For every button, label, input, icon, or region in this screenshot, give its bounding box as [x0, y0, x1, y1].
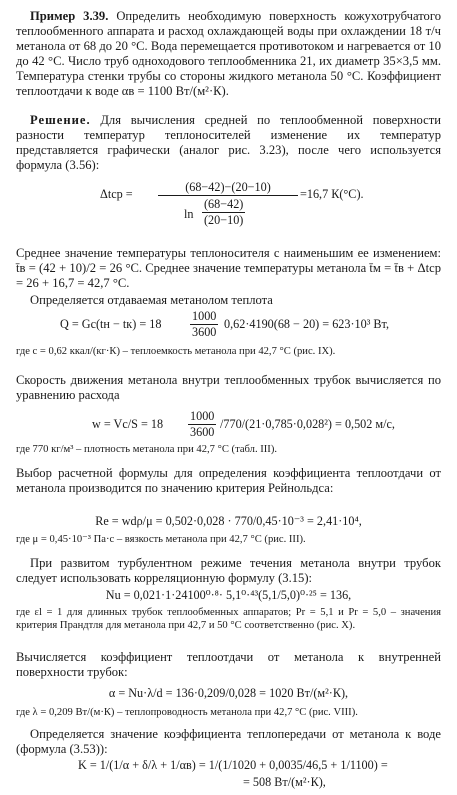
eq1-fraction: (68−42)−(20−10) ln $\frac{(68-42)}{(20-10)}$: [158, 180, 298, 232]
note-density: где 770 кг/м³ – плотность метанола при 42,7 °C (табл. III).: [16, 444, 278, 455]
note-prandtl: где εl = 1 для длинных трубок теплообменных аппаратов; Pr = 5,1 и Pr = 5,0 – значения критерия Прандтля для метанола при 42,7 и 50 °C соответственно (рис. X).: [16, 607, 441, 631]
paragraph-mean-temperatures: Среднее значение температуры теплоносителя с наименьшим ее изменением: t̄в = (42 + 10)/2 = 26 °C. Среднее значение температуры метанола t̄м = t̄в + Δtср = 26 + 16,7 = 42,7 °C.: [16, 246, 441, 290]
paragraph-velocity: Скорость движения метанола внутри теплообменных трубок вычисляется по уравнению расхода: [16, 373, 441, 402]
textbook-page: Пример 3.39. Определить необходимую поверхность кожухотрубчатого теплообменного аппарата и расход охлаждающей воды при охлаждении 18 т/ч метанола от 68 до 20 °C. Вода перемещается противотоком и нагревается от 10 до 42 °C. Число труб одноходового теплообменника 21, их диаметр 35×3,5 мм. Температура стенки трубы со стороны жидкого метанола 50 °C. Коэффициент теплоотдачи к воде αв = 1100 Вт/(м²·К). Решение. Для вычисления средней по теплообменной поверхности разности температур теплоносителей изменение их температур представляется графически (аналог рис. 3.23), после чего используется формула (3.56): Δtср = (68−42)−(20−10) ln $\frac{(68-42)}{(20-10)}$ =16,7 К(°С). Среднее значение температуры теплоносителя с наименьшим ее изменением: t̄в = (42 + 10)/2 = 26 °C. Среднее значение температуры метанола t̄м = t̄в + Δtср = 26 + 16,7 = 42,7 °C. Определяется отдаваемая метанолом теплота Q = Gc(tн − tк) = 18 $\frac{1000}{3600}$ 0,62·4190(68 − 20) = 623·10³ Вт, где c = 0,62 ккал/(кг·К) – теплоемкость метанола при 42,7 °C (рис. IX). Скорость движения метанола внутри теплообменных трубок вычисляется по уравнению расхода w = Vс/S = 18 $\frac{1000}{3600}$ /770/(21·0,785·0,028²) = 0,502 м/с, где 770 кг/м³ – плотность метанола при 42,7 °C (табл. III). Выбор расчетной формулы для определения коэффициента теплоотдачи от метанола производится по значению критерия Рейнольдса: Re = wdρ/μ = 0,502·0,028 · 770/0,45·10⁻³ = 2,41·10⁴, где μ = 0,45·10⁻³ Па·с – вязкость метанола при 42,7 °C (рис. III). При развитом турбулентном режиме течения метанола внутри трубок следует использовать корреляционную формулу (3.15): Nu = 0,021·1·24100⁰·⁸· 5,1⁰·⁴³(5,1/5,0)⁰·²⁵ = 136, где εl = 1 для длинных трубок теплообменных аппаратов; Pr = 5,1 и Pr = 5,0 – значения критерия Прандтля для метанола при 42,7 и 50 °C соответственно (рис. X). Вычисляется коэффициент теплоотдачи от метанола к внутренней поверхности трубок: α = Nu·λ/d = 136·0,209/0,028 = 1020 Вт/(м²·К), где λ = 0,209 Вт/(м·К) – теплопроводность метанола при 42,7 °C (рис. VIII). Определяется значение коэффициента теплопередачи от метанола к воде (формула (3.53)): K = 1/(1/α + δ/λ + 1/αв) = 1/(1/1020 + 0,0035/46,5 + 1/1100) = = 508 Вт/(м²·К),: [0, 0, 457, 795]
equation-overall-coefficient-b: = 508 Вт/(м²·К),: [243, 775, 326, 789]
problem-text: Определить необходимую поверхность кожухотрубчатого теплообменного аппарата и расход охлаждающей воды при охлаждении 18 т/ч метанола от 68 до 20 °C. Вода перемещается противотоком и нагревается от 10 до 42 °C. Число труб одноходового теплообменника 21, их диаметр 35×3,5 мм. Температура стенки трубы со стороны жидкого метанола 50 °C. Коэффициент теплоотдачи к воде αв = 1100 Вт/(м²·К).: [16, 9, 441, 98]
paragraph-reynolds: Выбор расчетной формулы для определения коэффициента теплоотдачи от метанола производится по значению критерия Рейнольдса:: [16, 466, 441, 495]
paragraph-heat-transfer-coefficient: Вычисляется коэффициент теплоотдачи от метанола к внутренней поверхности трубок:: [16, 650, 441, 679]
note-viscosity: где μ = 0,45·10⁻³ Па·с – вязкость метанола при 42,7 °C (рис. III).: [16, 534, 306, 545]
equation-reynolds: Re = wdρ/μ = 0,502·0,028 · 770/0,45·10⁻³ = 2,41·10⁴,: [95, 514, 362, 528]
equation-alpha: α = Nu·λ/d = 136·0,209/0,028 = 1020 Вт/(м²·К),: [108, 686, 349, 700]
note-heat-capacity: где c = 0,62 ккал/(кг·К) – теплоемкость метанола при 42,7 °C (рис. IX).: [16, 346, 336, 357]
equation-nusselt: Nu = 0,021·1·24100⁰·⁸· 5,1⁰·⁴³(5,1/5,0)⁰·²⁵ = 136,: [105, 588, 352, 602]
problem-label: Пример 3.39.: [30, 9, 109, 23]
paragraph-turbulent: При развитом турбулентном режиме течения метанола внутри трубок следует использовать корреляционную формулу (3.15):: [16, 556, 441, 585]
solution-label: Решение.: [30, 113, 91, 127]
note-conductivity: где λ = 0,209 Вт/(м·К) – теплопроводность метанола при 42,7 °C (рис. VIII).: [16, 707, 358, 718]
equation-overall-coefficient-a: K = 1/(1/α + δ/λ + 1/αв) = 1/(1/1020 + 0,0035/46,5 + 1/1100) =: [78, 758, 388, 772]
problem-statement: [16, 9, 441, 99]
paragraph-heat: Определяется отдаваемая метанолом теплота: [30, 293, 273, 307]
solution-intro: Решение. Для вычисления средней по теплообменной поверхности разности температур теплоносителей изменение их температур представляется графически (аналог рис. 3.23), после чего используется формула (3.56):: [16, 113, 442, 172]
paragraph-overall-coefficient: Определяется значение коэффициента теплопередачи от метанола к воде (формула (3.53)):: [16, 727, 441, 756]
